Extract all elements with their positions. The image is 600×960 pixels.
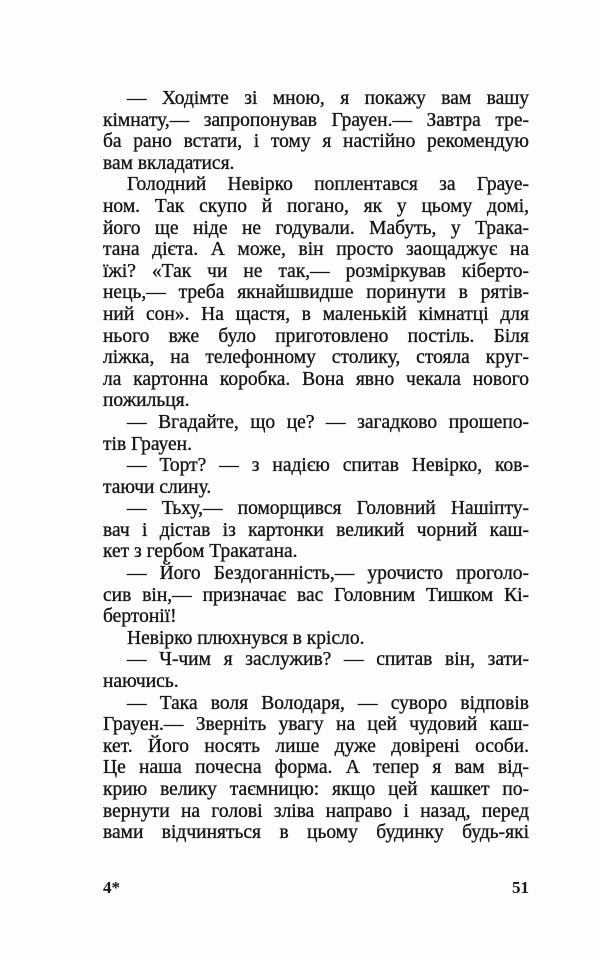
text-line: кет. Його носять лише дуже довірені особи. [103, 735, 529, 757]
text-line: вам вкладатися. [103, 152, 235, 174]
text-line: таючи слину. [103, 476, 212, 498]
text-line: кімнату,— запропонував Грауен.— Завтра тре- [103, 109, 529, 131]
text-line: нець,— треба якнайшвидше поринути в рятів- [103, 282, 529, 304]
text-line: — Торт? — з надією спитав Невірко, ков- [127, 455, 529, 477]
text-line: кет з гербом Тракатана. [103, 541, 298, 563]
text-line: вами відчиняться в цьому будинку будь-які [103, 822, 529, 844]
text-line: сив він,— призначає вас Головним Тишком Кі- [103, 584, 529, 606]
text-line: пожильця. [103, 390, 190, 412]
text-line: ний сон». На щастя, в маленькій кімнатці для [103, 303, 529, 325]
text-line: їжі? «Так чи не так,— розміркував кіберто- [103, 260, 529, 282]
text-line: ліжка, на телефонному столику, стояла круг- [103, 347, 529, 369]
text-line: Невірко плюхнувся в крісло. [127, 627, 365, 649]
text-line: тів Грауен. [103, 433, 192, 455]
text-line: наючись. [103, 671, 179, 693]
text-line: бертонії! [103, 606, 177, 628]
text-line: Голодний Невірко поплентався за Грауе- [127, 174, 529, 196]
text-line: ла картонна коробка. Вона явно чекала нового [103, 368, 529, 390]
text-line: — Вгадайте, що це? — загадково прошепо- [127, 411, 529, 433]
text-line: його ще ніде не годували. Мабуть, у Трака- [103, 217, 529, 239]
text-line: Грауен.— Зверніть увагу на цей чудовий каш- [103, 714, 529, 736]
text-line: — Така воля Володаря, — суворо відповів [127, 692, 529, 714]
page-body-text [103, 88, 529, 844]
page-number: 51 [512, 878, 529, 897]
text-line: нього вже було приготовлено постіль. Біля [103, 325, 529, 347]
text-line: — Ходімте зі мною, я покажу вам вашу [127, 88, 529, 109]
text-line: ном. Так скупо й погано, як у цьому домі, [103, 195, 529, 217]
text-line: вернути на голові зліва направо і назад, перед [103, 800, 529, 822]
text-line: крию велику таємницю: якщо цей кашкет по- [103, 779, 529, 800]
text-line: ба рано встати, і тому я настійно рекомендую [103, 131, 529, 153]
text-line: Це наша почесна форма. А тепер я вам від- [103, 757, 529, 779]
text-line: — Ч-чим я заслужив? — спитав він, зати- [127, 649, 529, 671]
signature-mark: 4* [103, 878, 120, 897]
text-line: — Його Бездоганність,— урочисто проголо- [127, 563, 529, 585]
text-line: вач і дістав із картонки великий чорний каш- [103, 519, 529, 541]
text-line: — Тьху,— поморщився Головний Нашіпту- [127, 498, 529, 520]
text-line: тана дієта. А може, він просто заощаджує на [103, 239, 529, 261]
